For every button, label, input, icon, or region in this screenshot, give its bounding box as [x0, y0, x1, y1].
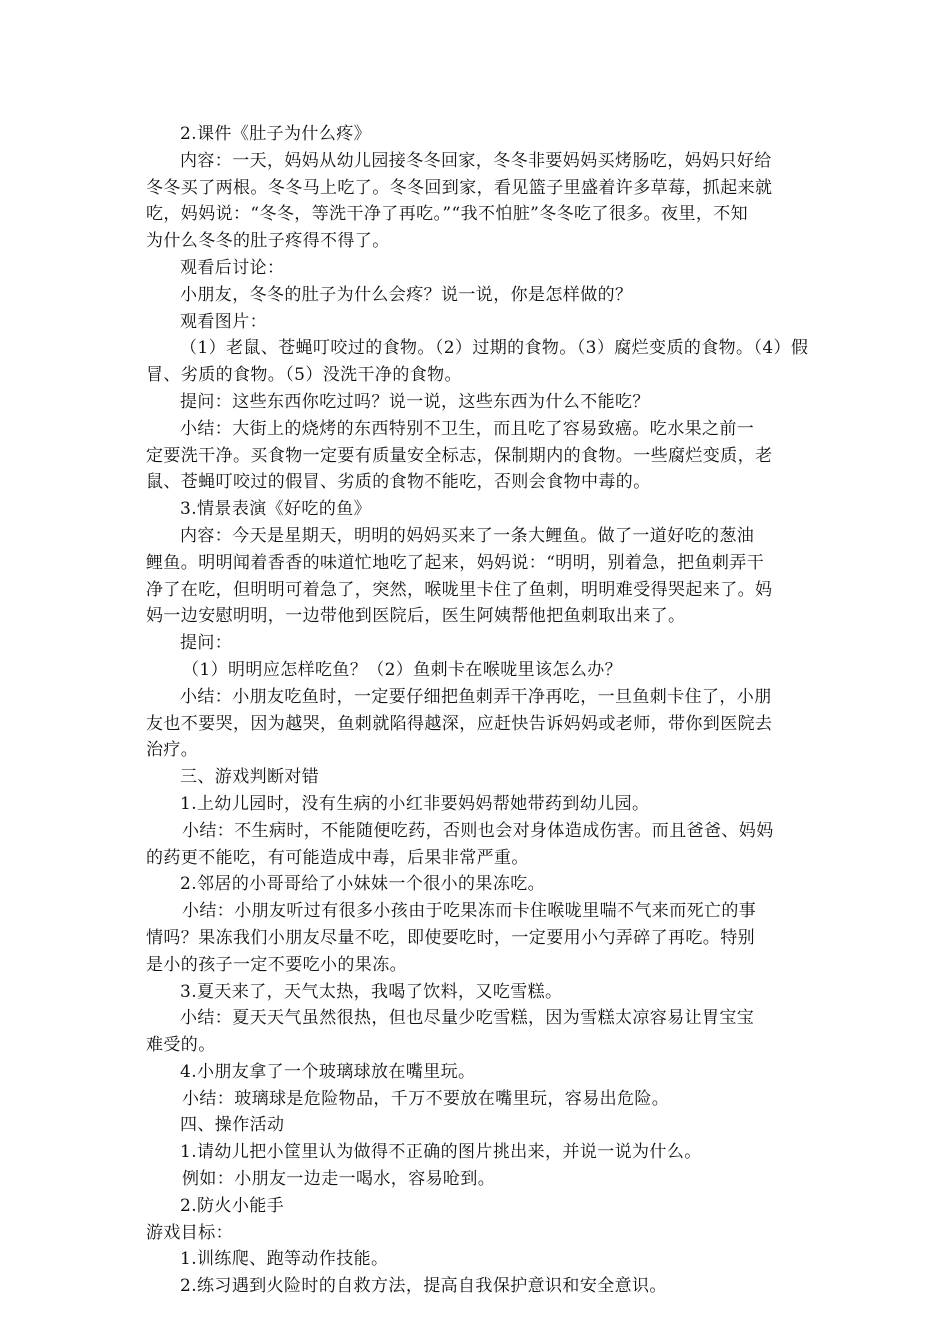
text-line: 冒、劣质的食物。（5）没洗干净的食物。	[146, 365, 462, 386]
text-line: 净了在吃，但明明可着急了，突然，喉咙里卡住了鱼刺，明明难受得哭起来了。妈	[146, 579, 773, 600]
text-line: 2.练习遇到火险时的自救方法，提高自我保护意识和安全意识。	[180, 1276, 667, 1297]
text-line: 友也不要哭，因为越哭，鱼刺就陷得越深，应赶快告诉妈妈或老师，带你到医院去	[146, 713, 773, 734]
text-line: 3.夏天来了，天气太热，我喝了饮料，又吃雪糕。	[180, 981, 563, 1002]
text-line: 2.邻居的小哥哥给了小妹妹一个很小的果冻吃。	[180, 874, 546, 895]
text-line: 的药更不能吃，有可能造成中毒，后果非常严重。	[146, 847, 529, 868]
text-line: 小结：玻璃球是危险物品，千万不要放在嘴里玩，容易出危险。	[182, 1088, 670, 1109]
text-line: 观看图片：	[180, 311, 267, 332]
text-line: 提问：	[180, 633, 233, 654]
text-line: 三、游戏判断对错	[180, 767, 320, 788]
text-line: 2.防火小能手	[180, 1195, 285, 1216]
text-line: 小朋友，冬冬的肚子为什么会疼？说一说，你是怎样做的？	[180, 284, 633, 305]
text-line: 小结：小朋友吃鱼时，一定要仔细把鱼刺弄干净再吃，一旦鱼刺卡住了，小朋	[180, 686, 772, 707]
text-line: 情吗？果冻我们小朋友尽量不吃，即使要吃时，一定要用小勺弄碎了再吃。特别	[146, 927, 755, 948]
text-line: 妈一边安慰明明，一边带他到医院后，医生阿姨帮他把鱼刺取出来了。	[146, 606, 686, 627]
text-line: 鼠、苍蝇叮咬过的假冒、劣质的食物不能吃，否则会食物中毒的。	[146, 472, 651, 493]
text-line: 3.情景表演《好吃的鱼》	[180, 499, 372, 520]
document-body	[146, 121, 811, 1300]
text-line: 定要洗干净。买食物一定要有质量安全标志，保制期内的食物。一些腐烂变质，老	[146, 445, 773, 466]
text-line: 1.上幼儿园时，没有生病的小红非要妈妈帮她带药到幼儿园。	[180, 793, 650, 814]
text-line: 2.课件《肚子为什么疼》	[180, 124, 372, 144]
text-line: （1）明明应怎样吃鱼？（2）鱼刺卡在喉咙里该怎么办？	[182, 659, 623, 680]
text-line: 提问：这些东西你吃过吗？说一说，这些东西为什么不能吃？	[180, 391, 650, 412]
text-line: 难受的。	[146, 1035, 216, 1056]
text-line: 4.小朋友拿了一个玻璃球放在嘴里玩。	[180, 1061, 476, 1082]
text-line: （1）老鼠、苍蝇叮咬过的食物。（2）过期的食物。（3）腐烂变质的食物。（4）假	[180, 338, 809, 359]
text-line: 小结：不生病时，不能随便吃药，否则也会对身体造成伤害。而且爸爸、妈妈	[182, 820, 774, 841]
text-line: 四、操作活动	[180, 1115, 285, 1136]
text-line: 1.训练爬、跑等动作技能。	[180, 1249, 389, 1270]
text-line: 为什么冬冬的肚子疼得不得了。	[146, 231, 390, 252]
text-line: 冬冬买了两根。冬冬马上吃了。冬冬回到家，看见篮子里盛着许多草莓，抓起来就	[146, 177, 773, 198]
text-line: 小结：夏天天气虽然很热，但也尽量少吃雪糕，因为雪糕太凉容易让胃宝宝	[180, 1008, 755, 1029]
text-line: 内容：今天是星期天，明明的妈妈买来了一条大鲤鱼。做了一道好吃的葱油	[180, 525, 755, 546]
text-line: 例如：小朋友一边走一喝水，容易呛到。	[182, 1169, 496, 1190]
text-line: 是小的孩子一定不要吃小的果冻。	[146, 954, 407, 975]
text-line: 游戏目标：	[146, 1222, 233, 1243]
text-line: 治疗。	[146, 740, 199, 761]
text-line: 观看后讨论：	[180, 257, 285, 278]
text-line: 内容：一天，妈妈从幼儿园接冬冬回家，冬冬非要妈妈买烤肠吃，妈妈只好给	[180, 150, 772, 171]
text-line: 小结：小朋友听过有很多小孩由于吃果冻而卡住喉咙里喘不气来而死亡的事	[182, 901, 757, 922]
text-line: 鲤鱼。明明闻着香香的味道忙地吃了起来，妈妈说：“明明，别着急，把鱼刺弄干	[146, 552, 765, 573]
text-line: 吃，妈妈说：“冬冬，等洗干净了再吃。”“我不怕脏”冬冬吃了很多。夜里，不知	[146, 204, 749, 225]
text-line: 小结：大街上的烧烤的东西特别不卫生，而且吃了容易致癌。吃水果之前一	[180, 418, 755, 439]
text-line: 1.请幼儿把小筐里认为做得不正确的图片挑出来，并说一说为什么。	[180, 1142, 702, 1163]
